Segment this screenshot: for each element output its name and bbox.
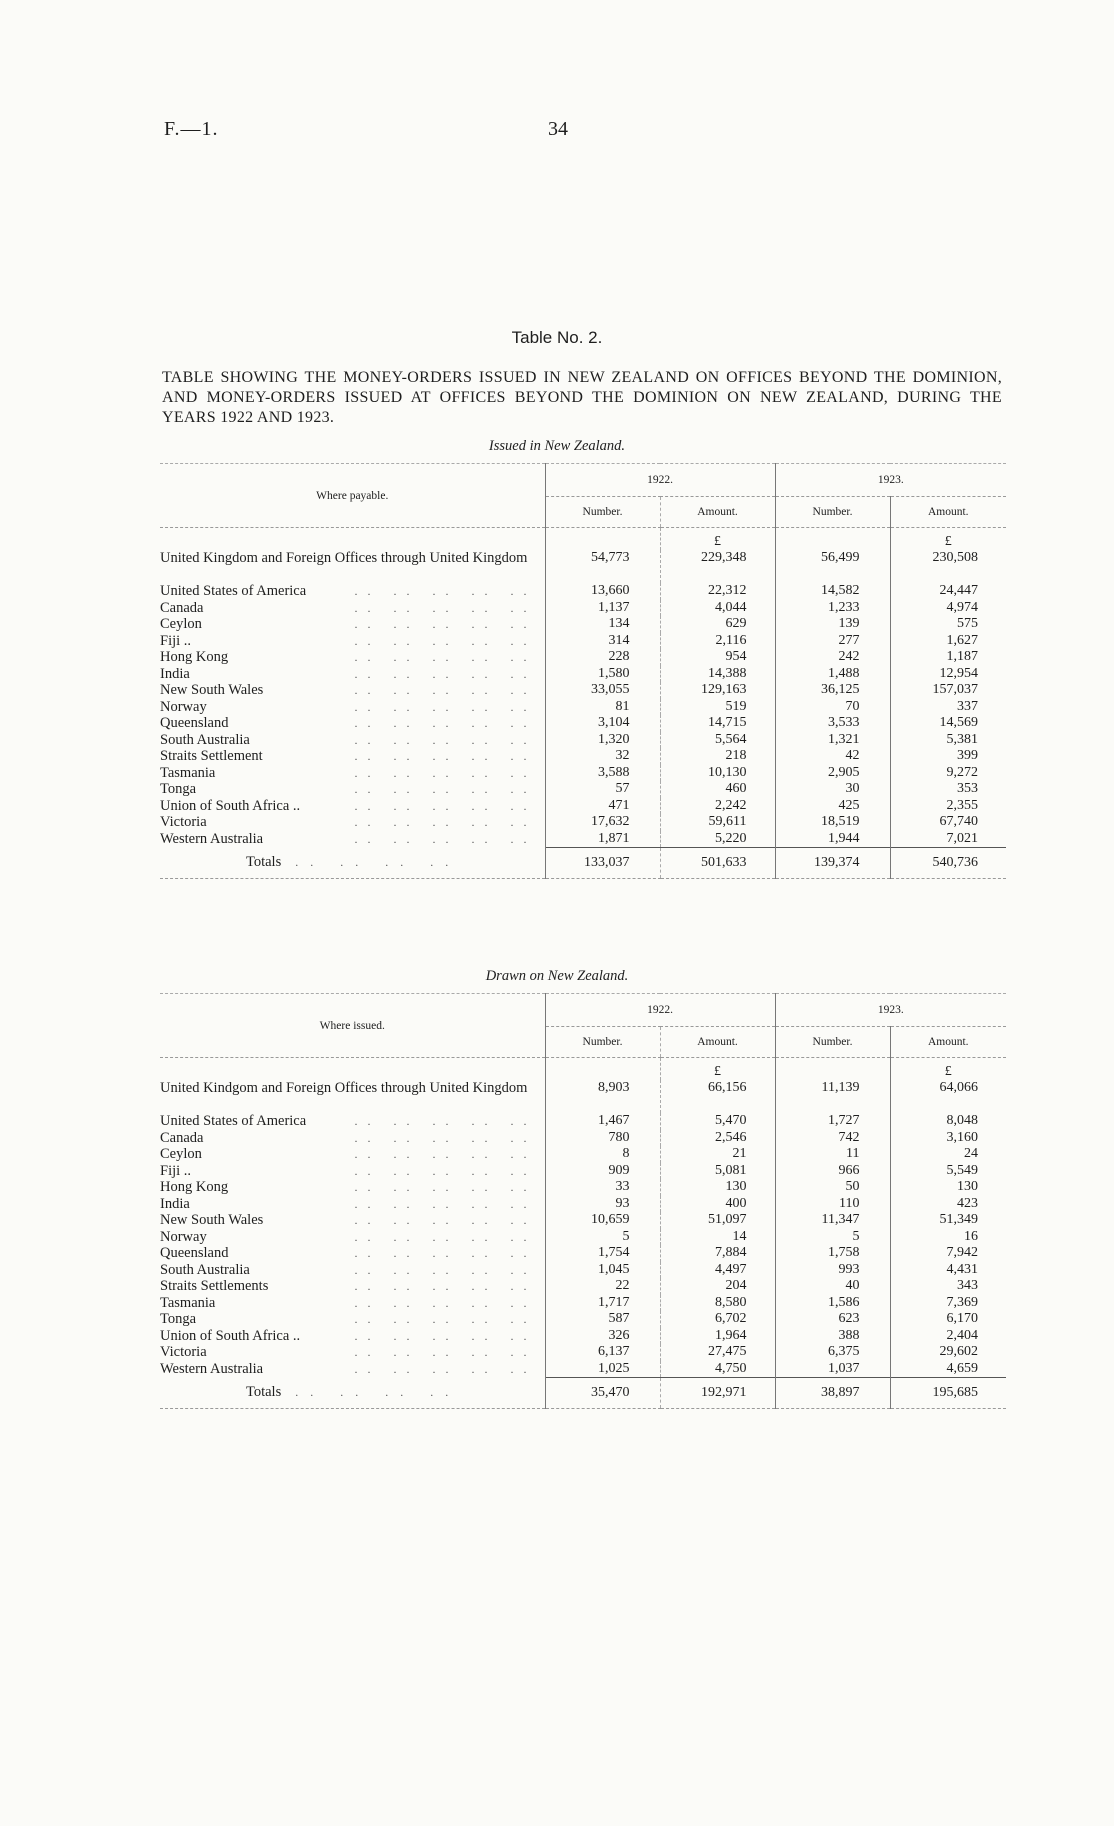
pound-sign: £ (660, 1058, 775, 1081)
amount-1923: 64,066 (890, 1080, 1006, 1113)
row-label: Fiji .. .. .. .. .. .. (160, 632, 537, 649)
amount-1922: 2,242 (660, 798, 775, 815)
row-label: Ceylon .. .. .. .. .. (160, 1146, 537, 1162)
amount-1922: 5,220 (660, 831, 775, 848)
number-1922: 57 (545, 781, 660, 798)
number-1922: 471 (545, 798, 660, 815)
number-1922: 8,903 (545, 1080, 660, 1113)
document-code: F.—1. (164, 118, 219, 140)
number-1923: 6,375 (775, 1344, 890, 1361)
amount-1923: 67,740 (890, 814, 1006, 831)
number-1923: 2,905 (775, 765, 890, 782)
number-1922: 1,025 (545, 1361, 660, 1378)
number-1923: 18,519 (775, 814, 890, 831)
number-1923: 623 (775, 1311, 890, 1328)
table-row (160, 831, 1006, 848)
amount-1923: 16 (890, 1229, 1006, 1246)
amount-header: Amount. (890, 497, 1006, 528)
number-1923: 3,533 (775, 715, 890, 732)
table-row (160, 798, 1006, 815)
table-caption: TABLE SHOWING THE MONEY-ORDERS ISSUED IN NEW ZEALAND ON OFFICES BEYOND THE DOMINION, AND MONEY-ORDERS ISSUED AT OFFICES BEYOND THE DOMINION ON NEW ZEALAND, DURING THE YEARS 1922 AND 1923. (162, 369, 1002, 426)
amount-1922: 5,564 (660, 732, 775, 749)
amount-1923: 230,508 (890, 550, 1006, 583)
number-1923: 1,727 (775, 1113, 890, 1130)
totals-amount-1923: 195,685 (890, 1378, 1006, 1409)
number-1922: 93 (545, 1196, 660, 1213)
number-1922: 1,467 (545, 1113, 660, 1130)
row-label: Ceylon .. .. .. .. .. (160, 616, 537, 632)
row-label: Queensland .. .. .. .. .. (160, 1245, 537, 1261)
number-1923: 70 (775, 699, 890, 716)
number-1922: 81 (545, 699, 660, 716)
amount-1923: 4,974 (890, 600, 1006, 617)
row-label: South Australia .. .. .. .. .. (160, 731, 537, 748)
number-1923: 42 (775, 748, 890, 765)
amount-1923: 51,349 (890, 1212, 1006, 1229)
amount-1923: 1,627 (890, 633, 1006, 650)
table-row (160, 1229, 1006, 1246)
number-1922: 1,717 (545, 1295, 660, 1312)
amount-1922: 27,475 (660, 1344, 775, 1361)
amount-1922: 22,312 (660, 583, 775, 600)
table-row (160, 1295, 1006, 1312)
table-row (160, 1196, 1006, 1213)
number-1923: 1,488 (775, 666, 890, 683)
table-row (160, 1179, 1006, 1196)
number-1923: 110 (775, 1196, 890, 1213)
number-1923: 1,233 (775, 600, 890, 617)
drawn-table-body (160, 1058, 1006, 1378)
row-label: Western Australia .. .. .. .. .. (160, 1360, 537, 1377)
number-1923: 30 (775, 781, 890, 798)
table-row (160, 715, 1006, 732)
row-label: India .. .. .. .. .. (160, 665, 537, 682)
number-1923: 5 (775, 1229, 890, 1246)
row-label: Hong Kong .. .. .. .. .. (160, 1179, 537, 1195)
row-label: Victoria .. .. .. .. .. (160, 1344, 537, 1360)
row-label: United States of America .. .. .. .. .. (160, 1113, 537, 1129)
table-row (160, 732, 1006, 749)
amount-1923: 12,954 (890, 666, 1006, 683)
amount-1923: 157,037 (890, 682, 1006, 699)
pound-sign: £ (660, 528, 775, 551)
number-1922: 5 (545, 1229, 660, 1246)
page-number: 34 (548, 118, 568, 140)
amount-1922: 129,163 (660, 682, 775, 699)
where-issued-header: Where issued. (160, 994, 545, 1058)
number-1922: 22 (545, 1278, 660, 1295)
amount-1923: 399 (890, 748, 1006, 765)
number-1923: 11,139 (775, 1080, 890, 1113)
issued-subtitle: Issued in New Zealand. (488, 438, 626, 454)
row-label: India .. .. .. .. .. (160, 1195, 537, 1212)
amount-1922: 8,580 (660, 1295, 775, 1312)
row-label: Queensland .. .. .. .. .. (160, 715, 537, 731)
row-label: South Australia .. .. .. .. .. (160, 1261, 537, 1278)
number-header: Number. (545, 497, 660, 528)
number-1922: 1,580 (545, 666, 660, 683)
row-label: New South Wales .. .. .. .. .. (160, 1212, 537, 1228)
table-row (160, 1344, 1006, 1361)
amount-1922: 6,702 (660, 1311, 775, 1328)
drawn-subtitle: Drawn on New Zealand. (485, 968, 629, 984)
number-1922: 32 (545, 748, 660, 765)
table-row (160, 1080, 1006, 1113)
row-label: Norway .. .. .. .. .. (160, 698, 537, 715)
number-1923: 11,347 (775, 1212, 890, 1229)
number-1922: 587 (545, 1311, 660, 1328)
issued-table-body (160, 528, 1006, 848)
table-row (160, 1328, 1006, 1345)
row-label: Union of South Africa .. .. .. .. .. .. (160, 797, 537, 814)
number-1923: 993 (775, 1262, 890, 1279)
number-1923: 14,582 (775, 583, 890, 600)
number-header: Number. (775, 1027, 890, 1058)
amount-1922: 2,546 (660, 1130, 775, 1147)
table-row (160, 1146, 1006, 1163)
amount-1923: 9,272 (890, 765, 1006, 782)
table-row (160, 633, 1006, 650)
amount-header: Amount. (660, 497, 775, 528)
totals-number-1923: 38,897 (775, 1378, 890, 1409)
amount-1923: 14,569 (890, 715, 1006, 732)
number-1922: 54,773 (545, 550, 660, 583)
number-1923: 1,037 (775, 1361, 890, 1378)
amount-1922: 7,884 (660, 1245, 775, 1262)
number-1923: 388 (775, 1328, 890, 1345)
table-row (160, 748, 1006, 765)
amount-1923: 7,369 (890, 1295, 1006, 1312)
totals-amount-1923: 540,736 (890, 848, 1006, 879)
amount-1923: 5,549 (890, 1163, 1006, 1180)
number-1923: 1,944 (775, 831, 890, 848)
table-row (160, 1163, 1006, 1180)
amount-1923: 423 (890, 1196, 1006, 1213)
number-1922: 13,660 (545, 583, 660, 600)
amount-1923: 2,404 (890, 1328, 1006, 1345)
row-label: United States of America .. .. .. .. .. (160, 583, 537, 599)
number-1922: 8 (545, 1146, 660, 1163)
pound-sign: £ (890, 1058, 1006, 1081)
issued-table (160, 463, 1006, 879)
year-1923-header: 1923. (775, 994, 1006, 1027)
table-title: Table No. 2. (511, 328, 603, 347)
number-1923: 425 (775, 798, 890, 815)
table-row (160, 1262, 1006, 1279)
amount-1922: 954 (660, 649, 775, 666)
year-1923-header: 1923. (775, 464, 1006, 497)
totals-number-1922: 133,037 (545, 848, 660, 879)
number-1923: 277 (775, 633, 890, 650)
number-1922: 228 (545, 649, 660, 666)
table-row (160, 1113, 1006, 1130)
table-row (160, 666, 1006, 683)
row-label: Tonga .. .. .. .. .. (160, 781, 537, 797)
amount-1922: 21 (660, 1146, 775, 1163)
row-label: Union of South Africa .. .. .. .. .. .. (160, 1327, 537, 1344)
amount-1922: 218 (660, 748, 775, 765)
table-row (160, 600, 1006, 617)
number-1923: 1,758 (775, 1245, 890, 1262)
amount-1922: 59,611 (660, 814, 775, 831)
number-1923: 139 (775, 616, 890, 633)
table-row (160, 1311, 1006, 1328)
number-header: Number. (545, 1027, 660, 1058)
amount-1923: 7,021 (890, 831, 1006, 848)
amount-1923: 337 (890, 699, 1006, 716)
table-row (160, 1245, 1006, 1262)
year-1922-header: 1922. (545, 994, 775, 1027)
table-row (160, 649, 1006, 666)
amount-1923: 5,381 (890, 732, 1006, 749)
number-1922: 1,045 (545, 1262, 660, 1279)
number-1923: 36,125 (775, 682, 890, 699)
amount-1922: 629 (660, 616, 775, 633)
table-row (160, 699, 1006, 716)
row-label: Canada .. .. .. .. .. (160, 599, 537, 616)
number-1923: 966 (775, 1163, 890, 1180)
number-1922: 33 (545, 1179, 660, 1196)
row-label: United Kindgom and Foreign Offices through United Kingdom (160, 1080, 545, 1113)
totals-amount-1922: 192,971 (660, 1378, 775, 1409)
row-label: Tonga .. .. .. .. .. (160, 1311, 537, 1327)
totals-number-1922: 35,470 (545, 1378, 660, 1409)
number-1923: 1,586 (775, 1295, 890, 1312)
amount-1922: 4,497 (660, 1262, 775, 1279)
amount-1923: 6,170 (890, 1311, 1006, 1328)
amount-1922: 4,044 (660, 600, 775, 617)
number-1923: 40 (775, 1278, 890, 1295)
amount-1923: 7,942 (890, 1245, 1006, 1262)
amount-1922: 51,097 (660, 1212, 775, 1229)
table-row (160, 1278, 1006, 1295)
number-1922: 3,104 (545, 715, 660, 732)
number-1922: 134 (545, 616, 660, 633)
amount-1923: 343 (890, 1278, 1006, 1295)
number-1923: 242 (775, 649, 890, 666)
amount-1922: 130 (660, 1179, 775, 1196)
totals-number-1923: 139,374 (775, 848, 890, 879)
amount-1923: 130 (890, 1179, 1006, 1196)
number-1923: 50 (775, 1179, 890, 1196)
row-label: Norway .. .. .. .. .. (160, 1228, 537, 1245)
number-1922: 17,632 (545, 814, 660, 831)
number-1923: 742 (775, 1130, 890, 1147)
amount-header: Amount. (890, 1027, 1006, 1058)
amount-1922: 400 (660, 1196, 775, 1213)
table-row (160, 765, 1006, 782)
row-label: Tasmania .. .. .. .. .. (160, 764, 537, 781)
number-1922: 3,588 (545, 765, 660, 782)
amount-1922: 229,348 (660, 550, 775, 583)
amount-1922: 4,750 (660, 1361, 775, 1378)
row-label: Straits Settlements .. .. .. .. .. (160, 1278, 537, 1294)
row-label: Canada .. .. .. .. .. (160, 1129, 537, 1146)
amount-1922: 10,130 (660, 765, 775, 782)
number-1922: 326 (545, 1328, 660, 1345)
table-row (160, 1361, 1006, 1378)
table-row (160, 814, 1006, 831)
amount-1922: 1,964 (660, 1328, 775, 1345)
amount-1923: 2,355 (890, 798, 1006, 815)
amount-1923: 29,602 (890, 1344, 1006, 1361)
amount-1923: 4,659 (890, 1361, 1006, 1378)
table-row (160, 550, 1006, 583)
amount-1923: 3,160 (890, 1130, 1006, 1147)
amount-1923: 353 (890, 781, 1006, 798)
amount-1922: 14,715 (660, 715, 775, 732)
amount-1923: 4,431 (890, 1262, 1006, 1279)
number-1922: 314 (545, 633, 660, 650)
number-1923: 11 (775, 1146, 890, 1163)
totals-amount-1922: 501,633 (660, 848, 775, 879)
number-1922: 909 (545, 1163, 660, 1180)
amount-1923: 24 (890, 1146, 1006, 1163)
pound-sign: £ (890, 528, 1006, 551)
drawn-table (160, 993, 1006, 1409)
totals-row-label: Totals .. .. .. .. (160, 848, 545, 879)
amount-1923: 1,187 (890, 649, 1006, 666)
row-label: Straits Settlement .. .. .. .. .. (160, 748, 537, 764)
row-label: Fiji .. .. .. .. .. .. (160, 1162, 537, 1179)
row-label: Tasmania .. .. .. .. .. (160, 1294, 537, 1311)
number-1922: 1,754 (545, 1245, 660, 1262)
amount-1922: 519 (660, 699, 775, 716)
row-label: Victoria .. .. .. .. .. (160, 814, 537, 830)
amount-1922: 5,470 (660, 1113, 775, 1130)
number-1923: 1,321 (775, 732, 890, 749)
amount-1922: 460 (660, 781, 775, 798)
row-label: New South Wales .. .. .. .. .. (160, 682, 537, 698)
number-1922: 1,320 (545, 732, 660, 749)
table-row (160, 583, 1006, 600)
amount-1922: 14 (660, 1229, 775, 1246)
table-row (160, 682, 1006, 699)
table-row (160, 781, 1006, 798)
amount-header: Amount. (660, 1027, 775, 1058)
number-1923: 56,499 (775, 550, 890, 583)
amount-1923: 8,048 (890, 1113, 1006, 1130)
number-1922: 1,137 (545, 600, 660, 617)
amount-1922: 204 (660, 1278, 775, 1295)
number-1922: 6,137 (545, 1344, 660, 1361)
row-label: Western Australia .. .. .. .. .. (160, 830, 537, 847)
number-header: Number. (775, 497, 890, 528)
row-label: United Kingdom and Foreign Offices through United Kingdom (160, 550, 545, 583)
year-1922-header: 1922. (545, 464, 775, 497)
amount-1922: 5,081 (660, 1163, 775, 1180)
number-1922: 780 (545, 1130, 660, 1147)
amount-1923: 24,447 (890, 583, 1006, 600)
number-1922: 33,055 (545, 682, 660, 699)
table-row (160, 1212, 1006, 1229)
amount-1923: 575 (890, 616, 1006, 633)
amount-1922: 66,156 (660, 1080, 775, 1113)
table-row (160, 616, 1006, 633)
amount-1922: 2,116 (660, 633, 775, 650)
row-label: Hong Kong .. .. .. .. .. (160, 649, 537, 665)
where-payable-header: Where payable. (160, 464, 545, 528)
table-row (160, 1130, 1006, 1147)
number-1922: 1,871 (545, 831, 660, 848)
totals-row-label: Totals .. .. .. .. (160, 1378, 545, 1409)
amount-1922: 14,388 (660, 666, 775, 683)
number-1922: 10,659 (545, 1212, 660, 1229)
